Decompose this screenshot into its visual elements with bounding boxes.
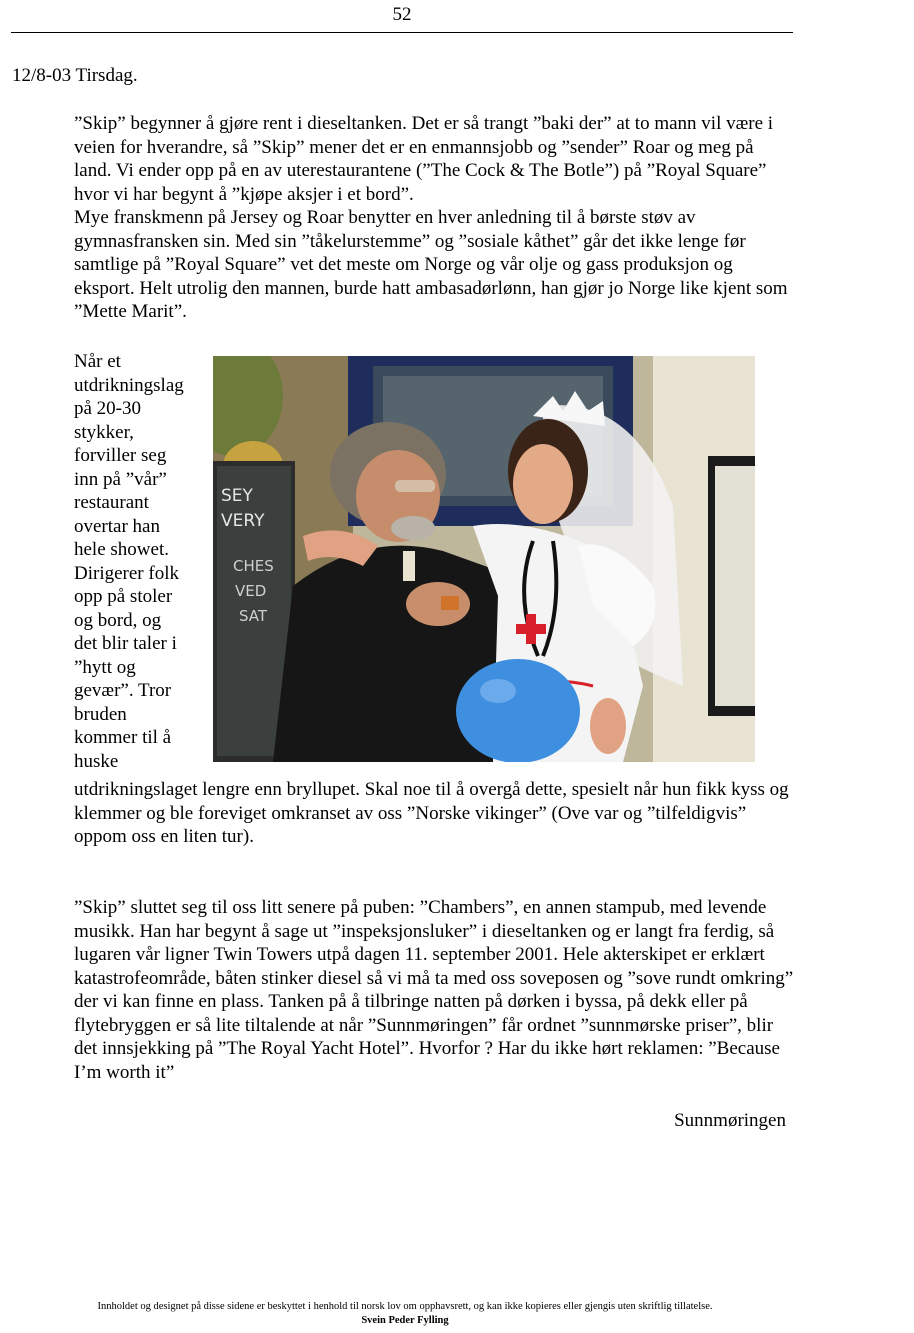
paragraph-4: ”Skip” sluttet seg til oss litt senere på puben: ”Chambers”, en annen stampub, med levende musikk. Han har begynt å sage ut ”inspeksjonsluker” i dieseltanken og er langt fra ferdig, så lugaren vår ligner Twin Towers utpå dagen 11. september 2001. Hele akterskipet er erklært katastrofeområde, båten stinker diesel så vi må ta med oss soveposen og ”sove rundt omkring” der vi kan finne en plass. Tanken på å tilbringe natten på dørken i byssa, på dekk eller på flytebryggen er så lite tiltalende at når ”Sunnmøringen” får ordnet ”sunnmørske priser”, blir det innsjekking på ”The Royal Yacht Hotel”. Hvorfor ? Har du ikke hørt reklamen: ”Because I’m worth it”	[74, 897, 794, 1083]
footer-author: Svein Peder Fylling	[361, 1315, 449, 1326]
svg-text:CHES: CHES	[233, 557, 274, 575]
float-line: hele showet.	[74, 539, 169, 560]
float-text	[74, 350, 204, 773]
date-line: 12/8-03 Tirsdag.	[12, 65, 138, 86]
photo	[213, 356, 755, 762]
float-line: det blir taler i	[74, 633, 177, 654]
svg-text:VERY: VERY	[221, 511, 265, 531]
float-line: Dirigerer folk	[74, 562, 179, 584]
float-line: overtar han	[74, 515, 160, 537]
svg-text:SAT: SAT	[239, 607, 268, 625]
float-line: opp på stoler	[74, 586, 173, 607]
paragraph-3-rest: utdrikningslaget lengre enn bryllupet. Skal noe til å overgå dette, spesielt når hun fikk kyss og klemmer og ble foreviget omkranset av oss ”Norske vikinger” (Ove var og ”tilfeldigvis” oppom oss en liten tur).	[74, 779, 789, 847]
page-number: 52	[392, 4, 412, 25]
float-line: på 20-30	[74, 398, 142, 419]
svg-text:SEY: SEY	[221, 486, 253, 506]
float-line: kommer til å	[74, 727, 172, 748]
float-line: forviller seg	[74, 445, 167, 466]
paragraph-2: Mye franskmenn på Jersey og Roar benytter en hver anledning til å børste støv av gymnasfransken sin. Med sin ”tåkelurstemme” og ”sosiale kåthet” går det ikke lenge før samtlige på ”Royal Square” vet det meste om Norge og vår olje og gass produksjon og eksport. Helt utrolig den mannen, burde hatt ambasadørlønn, han gjør jo Norge like kjent som ”Mette Marit”.	[74, 207, 788, 322]
float-line: Når et	[74, 351, 121, 372]
float-line: utdrikningslag	[74, 374, 184, 396]
float-line: ”hytt og	[74, 656, 136, 678]
float-line: huske	[74, 750, 119, 772]
float-line: gevær”. Tror	[74, 680, 172, 701]
float-line: restaurant	[74, 492, 149, 513]
float-line: bruden	[74, 703, 127, 725]
signature: Sunnmøringen	[674, 1110, 786, 1131]
paragraph-1: ”Skip” begynner å gjøre rent i dieseltanken. Det er så trangt ”baki der” at to mann vil være i veien for hverandre, så ”Skip” mener det er en enmannsjobb og ”sender” Roar og meg på land. Vi ender opp på en av uterestaurantene (”The Cock & The Botle”) på ”Royal Square” hvor vi har begynt å ”kjøpe aksjer i et bord”.	[74, 113, 774, 205]
svg-text:VED: VED	[235, 582, 267, 600]
float-line: og bord, og	[74, 609, 162, 631]
photo-illustration	[213, 356, 755, 762]
float-line: inn på ”vår”	[74, 468, 167, 490]
footer-copyright: Innholdet og designet på disse sidene er beskyttet i henhold til norsk lov om opphavsrett, og kan ikke kopieres eller gjengis uten skriftlig tillatelse.	[97, 1301, 713, 1312]
footer	[0, 1300, 810, 1328]
header-rule	[11, 32, 793, 33]
float-line: stykker,	[74, 421, 134, 443]
